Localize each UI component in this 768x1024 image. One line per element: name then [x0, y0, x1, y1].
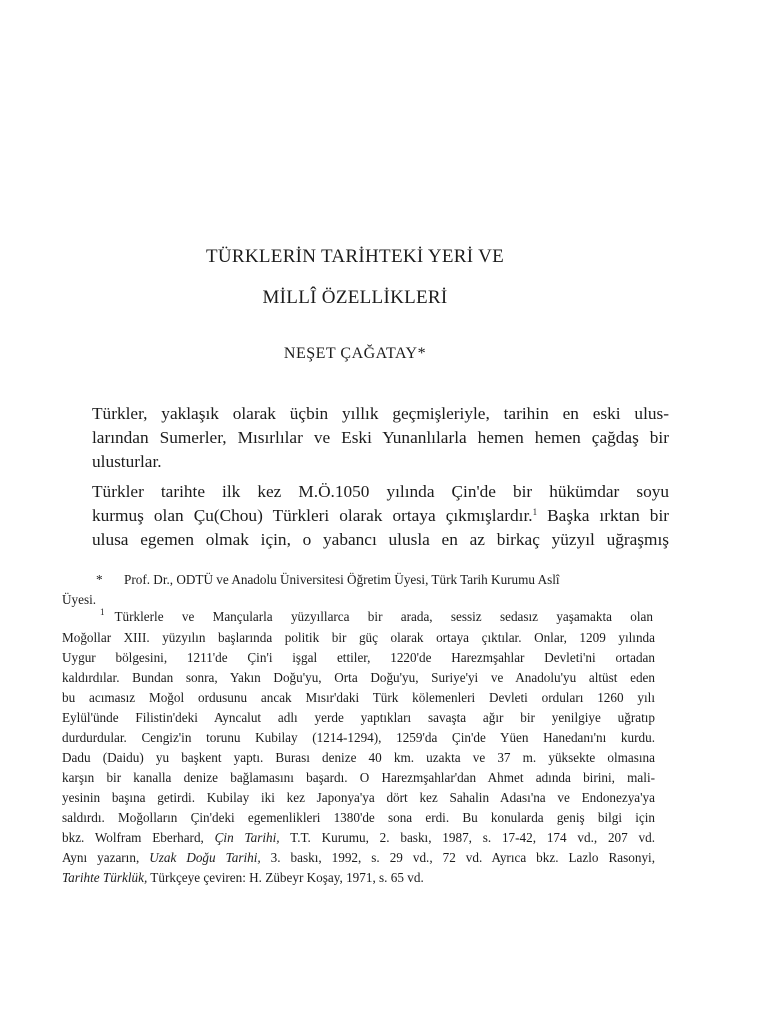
body-line: Türkler, yaklaşık olarak üçbin yıllık geçmişleriyle, tarihin en eski ulus-: [92, 404, 669, 423]
body-line: kurmuş olan Çu(Chou) Türkleri olarak ortaya çıkmışlardır.$^1$ Başka ırktan bir: [92, 506, 669, 525]
body-line: ulusturlar.: [92, 452, 162, 471]
footnote-1-reference-line: bkz. Wolfram Eberhard, Çin Tarihi, T.T. Kurumu, 2. baskı, 1987, s. 17-42, 174 vd., 207 vd.: [62, 830, 656, 845]
footnote-1-mark: 1: [100, 607, 105, 617]
footnote-1-line: Uygur bölgesini, 1211'de Çin'i işgal ettiler, 1220'de Harezmşahlar Devleti'ni ortadan: [62, 650, 655, 665]
footnote-1-reference-line: Tarihte Türklük, Türkçeye çeviren: H. Zübeyr Koşay, 1971, s. 65 vd.: [62, 870, 424, 885]
footnote-1-line: Eylül'ünde Filistin'deki Ayncalut adlı yerde yaptıkları savaşta ağır bir yenilgiye uğratıp: [62, 710, 655, 725]
footnote-1-line: bu acımasız Moğol ordusunu ancak Mısır'daki Türk kölemenleri Devleti orduları 1260 yılı: [62, 690, 655, 705]
book-title: Tarihte Türklük,: [62, 870, 148, 885]
footnote-1-line: saldırdı. Moğolların Çin'deki egemenlikleri 1380'de sona erdi. Bu konularda geniş bilgi için: [62, 810, 655, 825]
body-line: larından Sumerler, Mısırlılar ve Eski Yunanlılarla hemen hemen çağdaş bir: [92, 428, 669, 447]
footnote-star-mark: *: [96, 572, 103, 587]
footnote-1-line: kaldırdılar. Bundan sonra, Yakın Doğu'yu, Orta Doğu'yu, Suriye'yi ve Anadolu'yu altüst eden: [62, 670, 655, 685]
footnote-ref-1: 1: [532, 507, 538, 517]
body-line: Türkler tarihte ilk kez M.Ö.1050 yılında Çin'de bir hükümdar soyu: [92, 482, 669, 501]
footnote-1-line: yesinin başına getirdi. Kubilay iki kez Japonya'ya dört kez Sahalin Adası'na ve Endonezya'ya: [62, 790, 655, 805]
author-name: NEŞET ÇAĞATAY*: [283, 345, 427, 362]
footnote-1-line: Dadu (Daidu) yu başkent yaptı. Burası denize 40 km. uzakta ve 37 m. yüksekte olmasına: [62, 750, 655, 765]
footnote-1-reference-line: Aynı yazarın, Uzak Doğu Tarihi, 3. baskı, 1992, s. 29 vd., 72 vd. Ayrıca bkz. Lazlo Rasonyi,: [62, 850, 655, 865]
footnote-1-line: $^1$ Türklerle ve Mançularla yüzyıllarca bir arada, sessiz sedasız yaşamakta olan: [100, 607, 653, 624]
book-title: Çin Tarihi,: [214, 830, 280, 845]
footnote-star-line: * Prof. Dr., ODTÜ ve Anadolu Üniversitesi Öğretim Üyesi, Türk Tarih Kurumu Aslî: [92, 570, 669, 589]
book-title: Uzak Doğu Tarihi,: [149, 850, 261, 865]
footnote-star-line: Üyesi.: [62, 592, 97, 607]
footnote-1-line: Moğollar XIII. yüzyılın başlarında politik bir güç olarak ortaya çıktılar. Onlar, 1209 yılında: [62, 630, 655, 645]
article-title-line-1: TÜRKLERİN TARİHTEKİ YERİ VE: [205, 246, 505, 267]
body-line: ulusa egemen olmak için, o yabancı ulusla en az birkaç yüzyıl uğraşmış: [92, 530, 669, 549]
footnote-1-line: karşın bir kanalla denize bağlamasını başardı. O Harezmşahlar'dan Ahmet adında birini, mali-: [62, 770, 655, 785]
article-title-line-2: MİLLÎ ÖZELLİKLERİ: [262, 287, 448, 308]
footnote-1-line: durdurdular. Cengiz'in torunu Kubilay (1214-1294), 1259'da Çin'de Yüen Hanedanı'nı kurdu.: [62, 730, 655, 745]
